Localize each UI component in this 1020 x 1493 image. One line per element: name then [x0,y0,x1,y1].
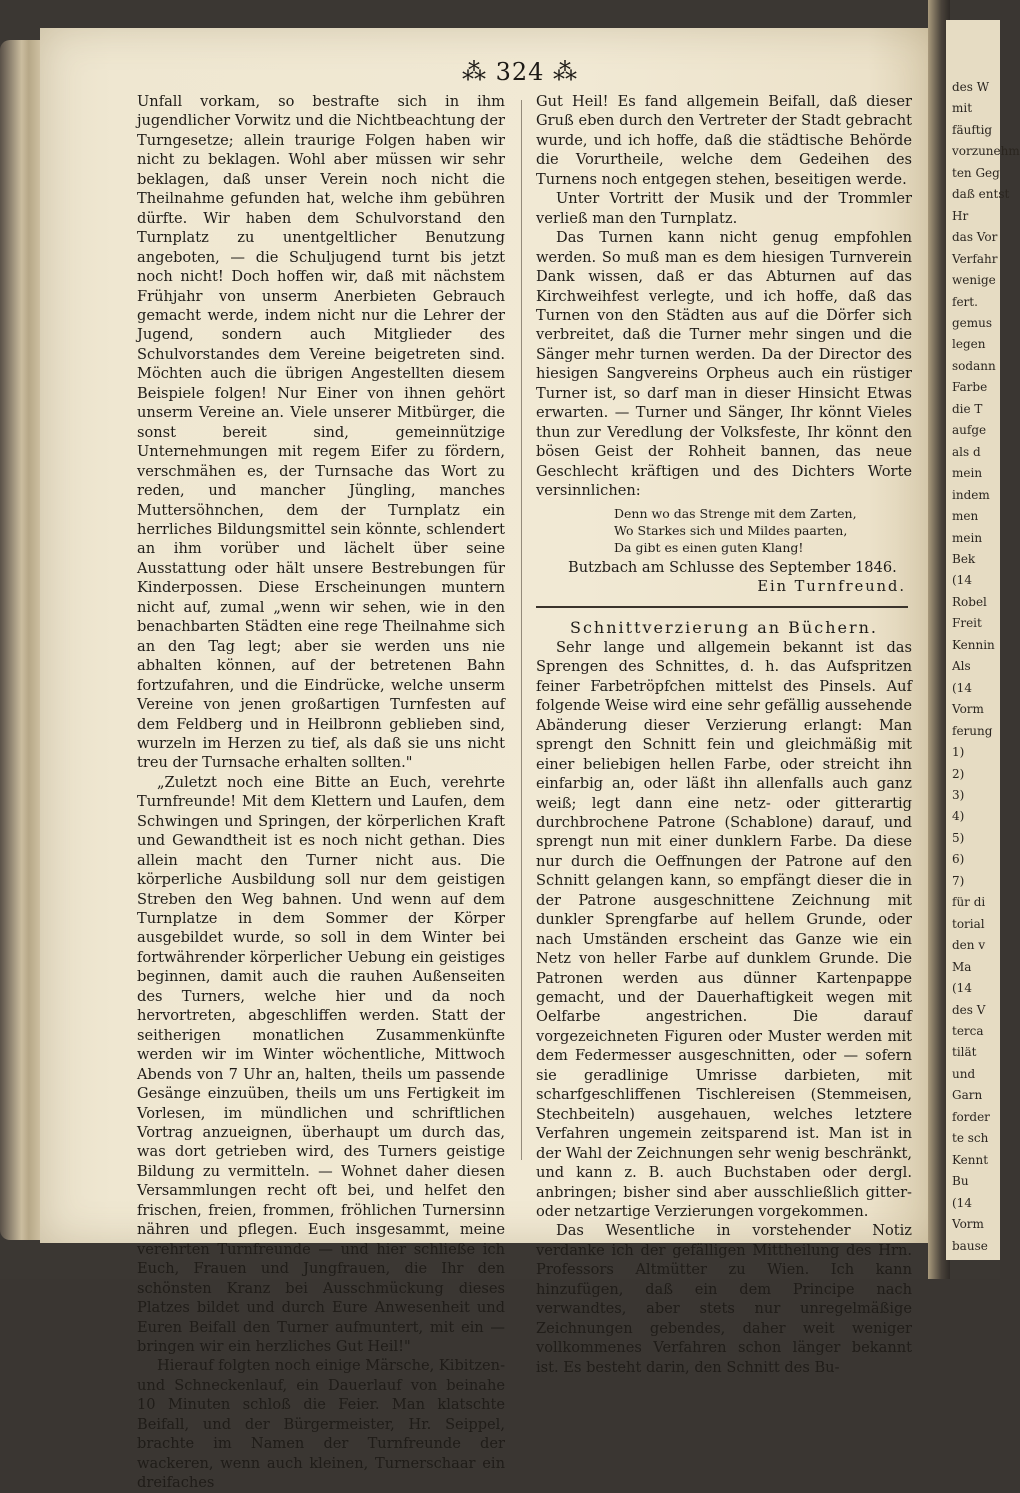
adjacent-page-fragment: 3) [952,788,965,802]
page-header [440,58,600,86]
adjacent-page-fragment: das Vor [952,230,998,245]
paragraph: Gut Heil! Es fand allgemein Beifall, daß dieser Gruß eben durch den Vertreter der Stadt gebracht wurde, und ich hoffe, daß die städtische Behörde die Vorurtheile, welche dem Gedeihen des Turnens noch entgegen stehen, beseitigen werde. [536,93,912,188]
adjacent-page-fragment: Ma [952,959,972,974]
adjacent-page-fragment: mit [952,101,973,116]
adjacent-page-fragment: men [952,509,979,524]
adjacent-page-fragment: fäuftig [952,122,993,137]
adjacent-page-fragment: daß entst [952,187,1010,202]
adjacent-page-fragment: legen [952,337,986,352]
adjacent-page-fragment: 2) [952,766,965,781]
adjacent-page-fragment: für di [952,895,986,910]
signature-place: Butzbach am Schlusse des September 1846. [568,558,897,576]
adjacent-page-fragment: Freit [952,616,982,631]
adjacent-page-fragment: Garn [952,1088,983,1103]
adjacent-page-fragment: (14 [952,573,972,588]
adjacent-page-fragment: (14 [952,981,972,996]
adjacent-page-fragment: 7) [952,873,965,888]
adjacent-page-fragment: mein [952,466,983,481]
adjacent-page-fragment: Als [952,659,971,674]
ornament-left-icon: ⁂ [461,58,487,86]
adjacent-page-fragment: den v [952,938,986,953]
adjacent-page-fragment: Kennt [952,1152,989,1167]
adjacent-page-fragment: 4) [952,809,965,824]
paragraph: Hierauf folgten noch einige Märsche, Kibitzen- und Schneckenlauf, ein Dauerlauf von beinahe 10 Minuten schloß die Feier. Man klatschte Beifall, und der Bürgermeister, Hr. Seippel, brachte im Namen der Turnfreunde der wackeren, wenn auch kleinen, Turnerschaar ein dreifaches [137,1357,505,1492]
adjacent-page-fragment: die T [952,401,983,416]
adjacent-page-fragment: bause [952,1238,988,1253]
adjacent-page-fragment: 6) [952,852,965,867]
paragraph: Das Turnen kann nicht genug empfohlen werden. So muß man es dem hiesigen Turnverein Dank wissen, daß er das Abturnen auf das Kirchweihfest verlegte, und ich hoffe, daß das Turnen von den Städten aus auf die Dörfer sich verbreitet, daß die Turner mehr singen und die Sänger mehr turnen werden. Da der Director des hiesigen Sangvereins Orpheus auch ein rüstiger Turner ist, so darf man in dieser Hinsicht Etwas erwarten. — Turner und Sänger, Ihr könnt Vieles thun zur Veredlung der Volksfeste, Ihr könnt den bösen Geist der Rohheit bannen, das neue Geschlecht kräftigen und des Dichters Worte versinnlichen: [536,229,912,500]
adjacent-page-fragment: ten Geg [952,165,1000,180]
adjacent-page-fragment: torial [952,916,985,931]
adjacent-page-fragment: Farbe [952,380,988,395]
adjacent-page-fragment: Bek [952,552,976,566]
adjacent-page-fragment: 1) [952,745,965,760]
adjacent-page-fragment: vorzunehm [952,144,1020,159]
adjacent-page-fragment: gemus [952,316,993,330]
adjacent-page-fragment: te sch [952,1131,989,1146]
section-rule [536,606,908,608]
adjacent-page-fragment: sodann [952,358,996,373]
adjacent-page-fragment: Vorm [952,1217,984,1232]
adjacent-page-fragment: Robel [952,594,987,609]
paragraph: Unfall vorkam, so bestrafte sich in ihm jugendlicher Vorwitz und die Nichtbeachtung der Turngesetze; allein traurige Folgen haben wir nicht zu beklagen. Wohl aber müssen wir sehr beklagen, daß unser Verein noch nicht die Theilnahme gefunden hat, welche ihm gebühren dürfte. Wir haben dem Schulvorstand den Turnplatz zu unentgeltlicher Benutzung angeboten, — die Schuljugend turnt bis jetzt noch nicht! Doch hoffen wir, daß mit nächstem Frühjahr von unserm Anerbieten Gebrauch gemacht werde, indem nicht nur die Lehrer der Jugend, sondern auch Mitglieder des Schulvorstandes dem Vereine beigetreten sind. Möchten auch die übrigen Angestellten diesem Beispiele folgen! Nur Einer von ihnen gehört unserm Vereine an. Viele unserer Mitbürger, die sonst bereit sind, gemeinnützige Unternehmungen mit regem Eifer zu fördern, verschmähen es, der Turnsache das Wort zu reden, und mancher Jüngling, manches Muttersöhnchen, dem der Turnplatz ein herrliches Bildungsmittel sein könnte, schlendert an ihm vorüber und lächelt über seine Ausstattung oder hält unsere Bestrebungen für Kinderpossen. Diese Erscheinungen muntern nicht auf, zumal „wenn wir sehen, wie in den benachbarten Städten eine rege Theilnahme sich an den Tag legt; aber sie werden uns nie abhalten können, auf der betretenen Bahn fortzufahren, und die Eindrücke, welche unserm Vereine von jenen großartigen Turnfesten auf dem Feldberg und in Heilbronn geblieben sind, wurzeln im Herzen zu tief, als daß sie uns nicht treu der Turnsache erhalten sollten." [137,93,505,772]
adjacent-page [946,20,1020,1260]
adjacent-page-fragment: des V [952,1002,986,1017]
adjacent-page-fragment: Verfahr [952,251,998,266]
poem-line: Denn wo das Strenge mit dem Zarten, [614,505,857,521]
adjacent-page-fragment: ferung [952,723,993,738]
adjacent-page-fragment: Vorm [952,702,984,717]
adjacent-page-fragment: tilät [952,1045,977,1060]
adjacent-page-fragment: indem [952,487,990,502]
left-column [137,92,505,1493]
paragraph: „Zuletzt noch eine Bitte an Euch, verehrte Turnfreunde! Mit dem Klettern und Laufen, dem Schwingen und Springen, der körperlichen Kraft und Gewandtheit ist es noch nicht gethan. Dies allein macht den Turner nicht aus. Die körperliche Ausbildung soll nur dem geistigen Streben den Weg bahnen. Und wenn auf dem Turnplatze in dem Sommer der Körper ausgebildet wurde, so soll in dem Winter bei fortwährender körperlicher Uebung ein geistiges beginnen, damit auch die rauhen Außenseiten des Turners, welche hier und da noch hervortreten, abgeschliffen werden. Statt der seitherigen monatlichen Zusammenkünfte werden wir im Winter wöchentliche, Mittwoch Abends von 7 Uhr an, halten, theils um passende Gesänge einzuüben, theils um uns Fertigkeit im Vorlesen, im mündlichen und schriftlichen Vortrag anzueignen, überhaupt um durch das, was dort getrieben wird, des Turners geistige Bildung zu vermitteln. — Wohnet daher diesen Versammlungen recht oft bei, und helfet den frischen, freien, frommen, fröhlichen Turnersinn nähren und pflegen. Euch insgesammt, meine verehrten Turnfreunde — und hier schließe ich Euch, Frauen und Jungfrauen, die Ihr den schönsten Kranz bei Ausschmückung dieses Platzes bildet und durch Eure Anwesenheit und Euren Beifall den Turner aufmuntert, mit ein — bringen wir ein herzliches Gut Heil!" [137,773,505,1355]
ornament-right-icon: ⁂ [553,58,579,86]
adjacent-page-fragment: fert. [952,294,978,309]
adjacent-page-fragment: (14 [952,1195,972,1210]
adjacent-page-fragment: Bu [952,1174,969,1189]
poem-line: Wo Starkes sich und Mildes paarten, [614,522,848,538]
column-divider [521,100,522,1160]
signature-author: Ein Turnfreund. [757,577,906,595]
paragraph: Unter Vortritt der Musik und der Trommler verließ man den Turnplatz. [536,190,912,227]
page-number: 324 [495,58,545,86]
poem-line: Da gibt es einen guten Klang! [614,539,804,555]
adjacent-page-fragment: des W [952,80,990,94]
adjacent-page-fragment: Hr [952,208,969,223]
adjacent-page-fragment: aufge [952,423,987,438]
adjacent-page-fragment: mein [952,530,983,545]
adjacent-page-fragment: wenige [952,273,996,288]
section-title: Schnittverzierung an Büchern. [569,618,879,638]
poem-quote [536,505,912,556]
adjacent-page-fragment: terca [952,1024,984,1038]
adjacent-page-fragment: und [952,1066,976,1081]
adjacent-page-fragment: (14 [952,680,972,695]
paragraph: Das Wesentliche in vorstehender Notiz verdanke ich der gefälligen Mittheilung des Hrn. Professors Altmütter zu Wien. Ich kann hinzufügen, daß ein dem Principe nach verwandtes, aber stets nur unregelmäßige Zeichnungen gebendes, daher weit weniger vollkommenes Verfahren schon länger bekannt ist. Es besteht darin, den Schnitt des Bu- [536,1222,912,1376]
adjacent-page-fragment: als d [952,444,981,459]
paragraph: Sehr lange und allgemein bekannt ist das Sprengen des Schnittes, d. h. das Aufspritzen feiner Farbetröpfchen mittelst des Pinsels. Auf folgende Weise wird eine sehr gefällig aussehende Abänderung dieser Verzierung erlangt: Man sprengt den Schnitt fein und gleichmäßig mit einer beliebigen hellen Farbe, oder streicht ihn einfarbig an, oder läßt ihn allenfalls auch ganz weiß; legt dann eine netz- oder gitterartig durchbrochene Patrone (Schablone) darauf, und sprengt nun mit einer dunklern Farbe. Da diese nur durch die Oeffnungen der Patrone auf den Schnitt gelangen kann, so empfängt dieser die in der Patrone ausgeschnittene Zeichnung mit dunkler Sprengfarbe auf hellem Grunde, oder nach Umständen erscheint das Ganze wie ein Netz von heller Farbe auf dunklem Grunde. Die Patronen werden aus dünner Kartenpappe gemacht, und der Dauerhaftigkeit wegen mit Oelfarbe angestrichen. Die darauf vorgezeichneten Figuren oder Muster werden mit dem Federmesser ausgeschnitten, oder — sofern sie geradlinige Umrisse darbieten, mit scharfgeschliffenen Tischlereisen (Stemmeisen, Stechbeiteln) ausgehauen, welches letztere Verfahren ungemein zeitsparend ist. Man ist in der Wahl der Zeichnungen sehr wenig beschränkt, und kann z. B. auch Buchstaben oder dergl. anbringen; bisher sind aber ausschließlich gitter- oder netzartige Verzierungen vorgekommen. [536,638,912,1221]
adjacent-page-fragment: Kennin [952,637,995,652]
adjacent-page-fragment: 5) [952,830,965,845]
adjacent-page-fragment: forder [952,1109,990,1124]
right-column [536,92,912,1377]
